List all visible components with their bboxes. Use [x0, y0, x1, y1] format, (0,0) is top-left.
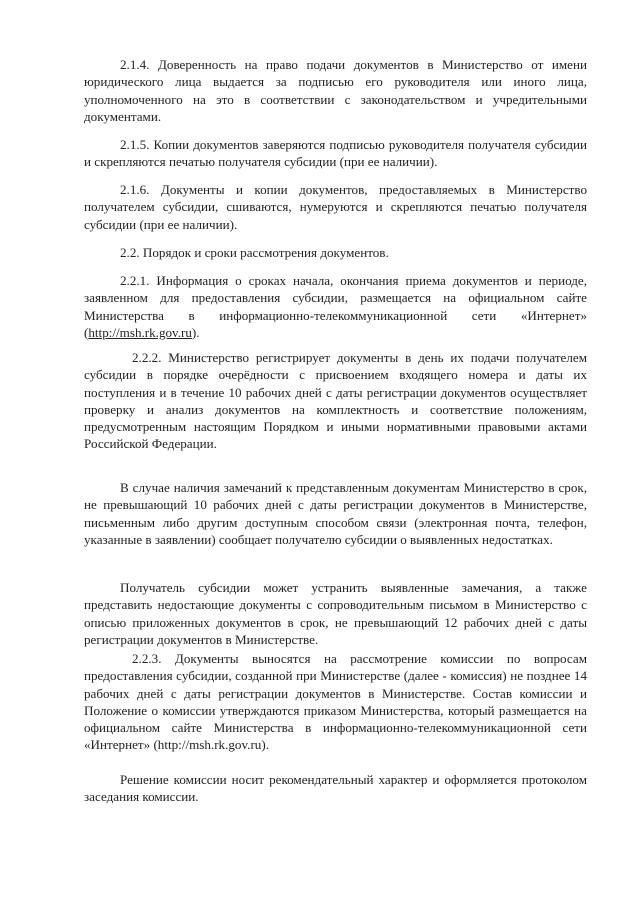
section-heading-2-2: 2.2. Порядок и сроки рассмотрения документов. — [120, 245, 389, 260]
paragraph-decision: Решение комиссии носит рекомендательный характер и оформляется протоколом заседания комиссии. — [84, 772, 587, 805]
paragraph-2-2-1-tail: ). — [191, 324, 200, 340]
ministry-website-link[interactable]: http://msh.rk.gov.ru — [88, 324, 192, 340]
paragraph-2-1-6: 2.1.6. Документы и копии документов, предоставляемых в Министерство получателем субсидии, сшиваются, нумеруются и скрепляются печатью получателя субсидии (при ее наличии). — [84, 182, 587, 232]
paragraph-2-1-5: 2.1.5. Копии документов заверяются подписью руководителя получателя субсидии и скрепляются печатью получателя субсидии (при ее наличии). — [84, 137, 587, 170]
paragraph-recipient: Получатель субсидии может устранить выявленные замечания, а также представить недостающие документы с сопроводительным письмом в Министерство с описью приложенных документов в срок, не превышающий 12 рабочих дней с даты регистрации документов в Министерстве. — [84, 580, 587, 647]
paragraph-remarks: В случае наличия замечаний к представленным документам Министерство в срок, не превышающий 10 рабочих дней с даты регистрации документов в Министерстве, письменным либо другим доступным способом связи (электронная почта, телефон, указанные в заявлении) сообщает получателю субсидии о выявленных недостатках. — [84, 480, 587, 547]
paragraph-2-1-4: 2.1.4. Доверенность на право подачи документов в Министерство от имени юридического лица выдается за подписью его руководителя или иного лица, уполномоченного на это в соответствии с законодательством и учредительными документами. — [84, 57, 587, 124]
paragraph-2-2-1 — [84, 272, 587, 341]
paragraph-2-2-3: 2.2.3. Документы выносятся на рассмотрение комиссии по вопросам предоставления субсидии, созданной при Министерстве (далее - комиссия) не позднее 14 рабочих дней с даты регистрации документов в Министерстве. Состав комиссии и Положение о комиссии утверждаются приказом Министерства, который размещается на официальном сайте Министерства в информационно-телекоммуникационной сети «Интернет» (http://msh.rk.gov.ru). — [84, 651, 587, 753]
paragraph-2-2-2: 2.2.2. Министерство регистрирует документы в день их подачи получателем субсидии в порядке очерёдности с присвоением входящего номера и даты их поступления и в течение 10 рабочих дней с даты регистрации документов осуществляет проверку и анализ документов на комплектность и соответствие положениям, предусмотренным настоящим Порядком и иными нормативными правовыми актами Российской Федерации. — [84, 350, 587, 452]
paragraph-2-2-1-text: 2.2.1. Информация о сроках начала, окончания приема документов и периоде, заявленном для предоставления субсидии, размещается на официальном сайте Министерства в информационно-телекоммуникационной сети «Интернет» ( — [84, 273, 587, 340]
